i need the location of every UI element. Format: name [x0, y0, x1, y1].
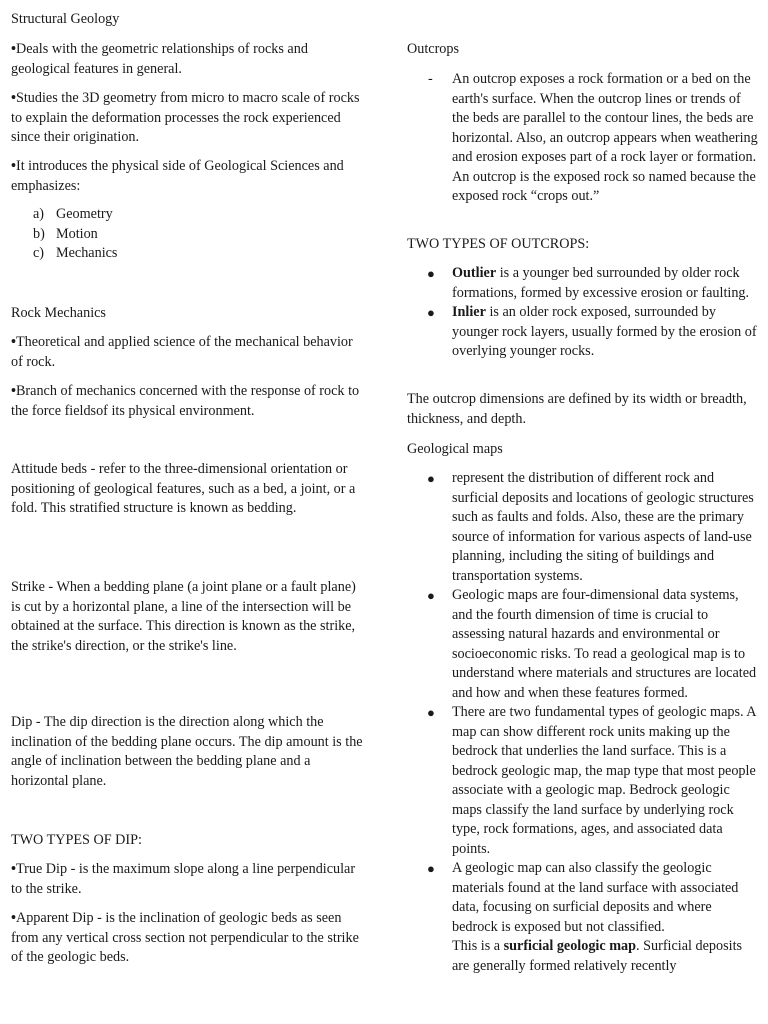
section-title-outcrops: Outcrops [407, 41, 460, 57]
list-item: ● There are two fundamental types of geologic maps. A map can show different rock units making up the bedrock that underlies the land surface. This is a bedrock geologic map, the map type that most people associate with a geologic map. Bedrock geologic maps classify the land surface by underlying rock type, rock formations, ages, and associated data points. [427, 704, 756, 857]
bullet-icon: • [11, 158, 16, 174]
bullet-icon: ● [427, 471, 435, 486]
emphasis-list [11, 205, 366, 264]
list-item: ● Outlier is a younger bed surrounded by older rock formations, formed by excessive erosion or faulting. [427, 265, 750, 301]
bullet-icon: • [11, 41, 16, 57]
bullet-icon: ● [427, 861, 435, 876]
bullet-icon: • [11, 383, 16, 399]
section-title-geological-maps: Geological maps [407, 441, 503, 457]
bullet-icon: ● [427, 705, 435, 720]
bullet-paragraph: •Studies the 3D geometry from micro to macro scale of rocks to explain the deformation processes the rock experienced since their origination. [11, 90, 360, 145]
bullet-icon: • [11, 861, 16, 877]
outcrop-dimensions-paragraph: The outcrop dimensions are defined by its width or breadth, thickness, and depth. [407, 391, 747, 427]
bullet-icon: • [11, 90, 16, 106]
outcrop-definition: - An outcrop exposes a rock formation or a bed on the earth's surface. When the outcrop lines or trends of the beds are parallel to the contour lines, the beds are horizontal. Also, an outcrop appears when weathering and erosion exposes part of a rock layer or formation. An outcrop is the exposed rock so named because the exposed rock “crops out.” [428, 71, 758, 204]
bullet-icon: ● [427, 305, 435, 320]
bullet-icon: ● [427, 266, 435, 281]
list-item: ● Inlier is an older rock exposed, surrounded by younger rock layers, usually formed by the erosion of overlying younger rocks. [427, 304, 757, 359]
section-title-rock-mechanics: Rock Mechanics [11, 305, 106, 321]
bullet-icon: ● [427, 588, 435, 603]
dip-paragraph: Dip - The dip direction is the direction along which the inclination of the bedding plane occurs. The dip amount is the angle of inclination between the bedding plane and a horizontal plane. [11, 714, 363, 789]
bullet-paragraph: •Apparent Dip - is the inclination of geologic beds as seen from any vertical cross section not perpendicular to the strike of the geologic beds. [11, 910, 359, 965]
bullet-paragraph: •Theoretical and applied science of the mechanical behavior of rock. [11, 334, 353, 370]
bullet-paragraph: •Deals with the geometric relationships of rocks and geological features in general. [11, 41, 308, 77]
bullet-icon: • [11, 334, 16, 350]
bullet-paragraph: •True Dip - is the maximum slope along a line perpendicular to the strike. [11, 861, 356, 897]
bullet-paragraph: •It introduces the physical side of Geological Sciences and emphasizes: [11, 158, 344, 194]
list-item: a) Geometry [33, 206, 113, 222]
strike-paragraph: Strike - When a bedding plane (a joint plane or a fault plane) is cut by a horizontal plane, a line of the intersection will be obtained at the surface. This direction is known as the strike, the strike's direction, or the strike's line. [11, 579, 356, 654]
list-item: c) Mechanics [33, 245, 118, 261]
list-item: ● represent the distribution of different rock and surficial deposits and locations of geologic structures such as faults and folds. Also, these are the primary source of information for various aspects of land-use planning, including the siting of buildings and transportation systems. [427, 470, 754, 584]
section-title-structural-geology: Structural Geology [11, 11, 120, 27]
section-title-outcrop-types: TWO TYPES OF OUTCROPS: [407, 236, 590, 252]
section-title-dip-types: TWO TYPES OF DIP: [11, 832, 142, 848]
dash-marker: - [428, 71, 433, 87]
bullet-icon: • [11, 910, 16, 926]
bullet-paragraph: •Branch of mechanics concerned with the response of rock to the force fieldsof its physical environment. [11, 383, 360, 419]
list-item: b) Motion [33, 225, 98, 242]
outcrop-types-list [407, 264, 760, 362]
geological-maps-list [407, 469, 760, 976]
list-item: ● Geologic maps are four-dimensional data systems, and the fourth dimension of time is crucial to assessing natural hazards and environmental or socioeconomic risks. To read a geological map is to understand where materials and structures are located and how and when these features formed. [427, 587, 757, 701]
attitude-beds-paragraph: Attitude beds - refer to the three-dimensional orientation or positioning of geological features, such as a bed, a joint, or a fold. This stratified structure is known as bedding. [11, 461, 356, 516]
list-item: ● A geologic map can also classify the geologic materials found at the land surface with associated data, focusing on surficial deposits and where bedrock is exposed but not classified. This is a surficial geologic map. Surficial deposits are generally formed relatively recently [427, 860, 743, 974]
